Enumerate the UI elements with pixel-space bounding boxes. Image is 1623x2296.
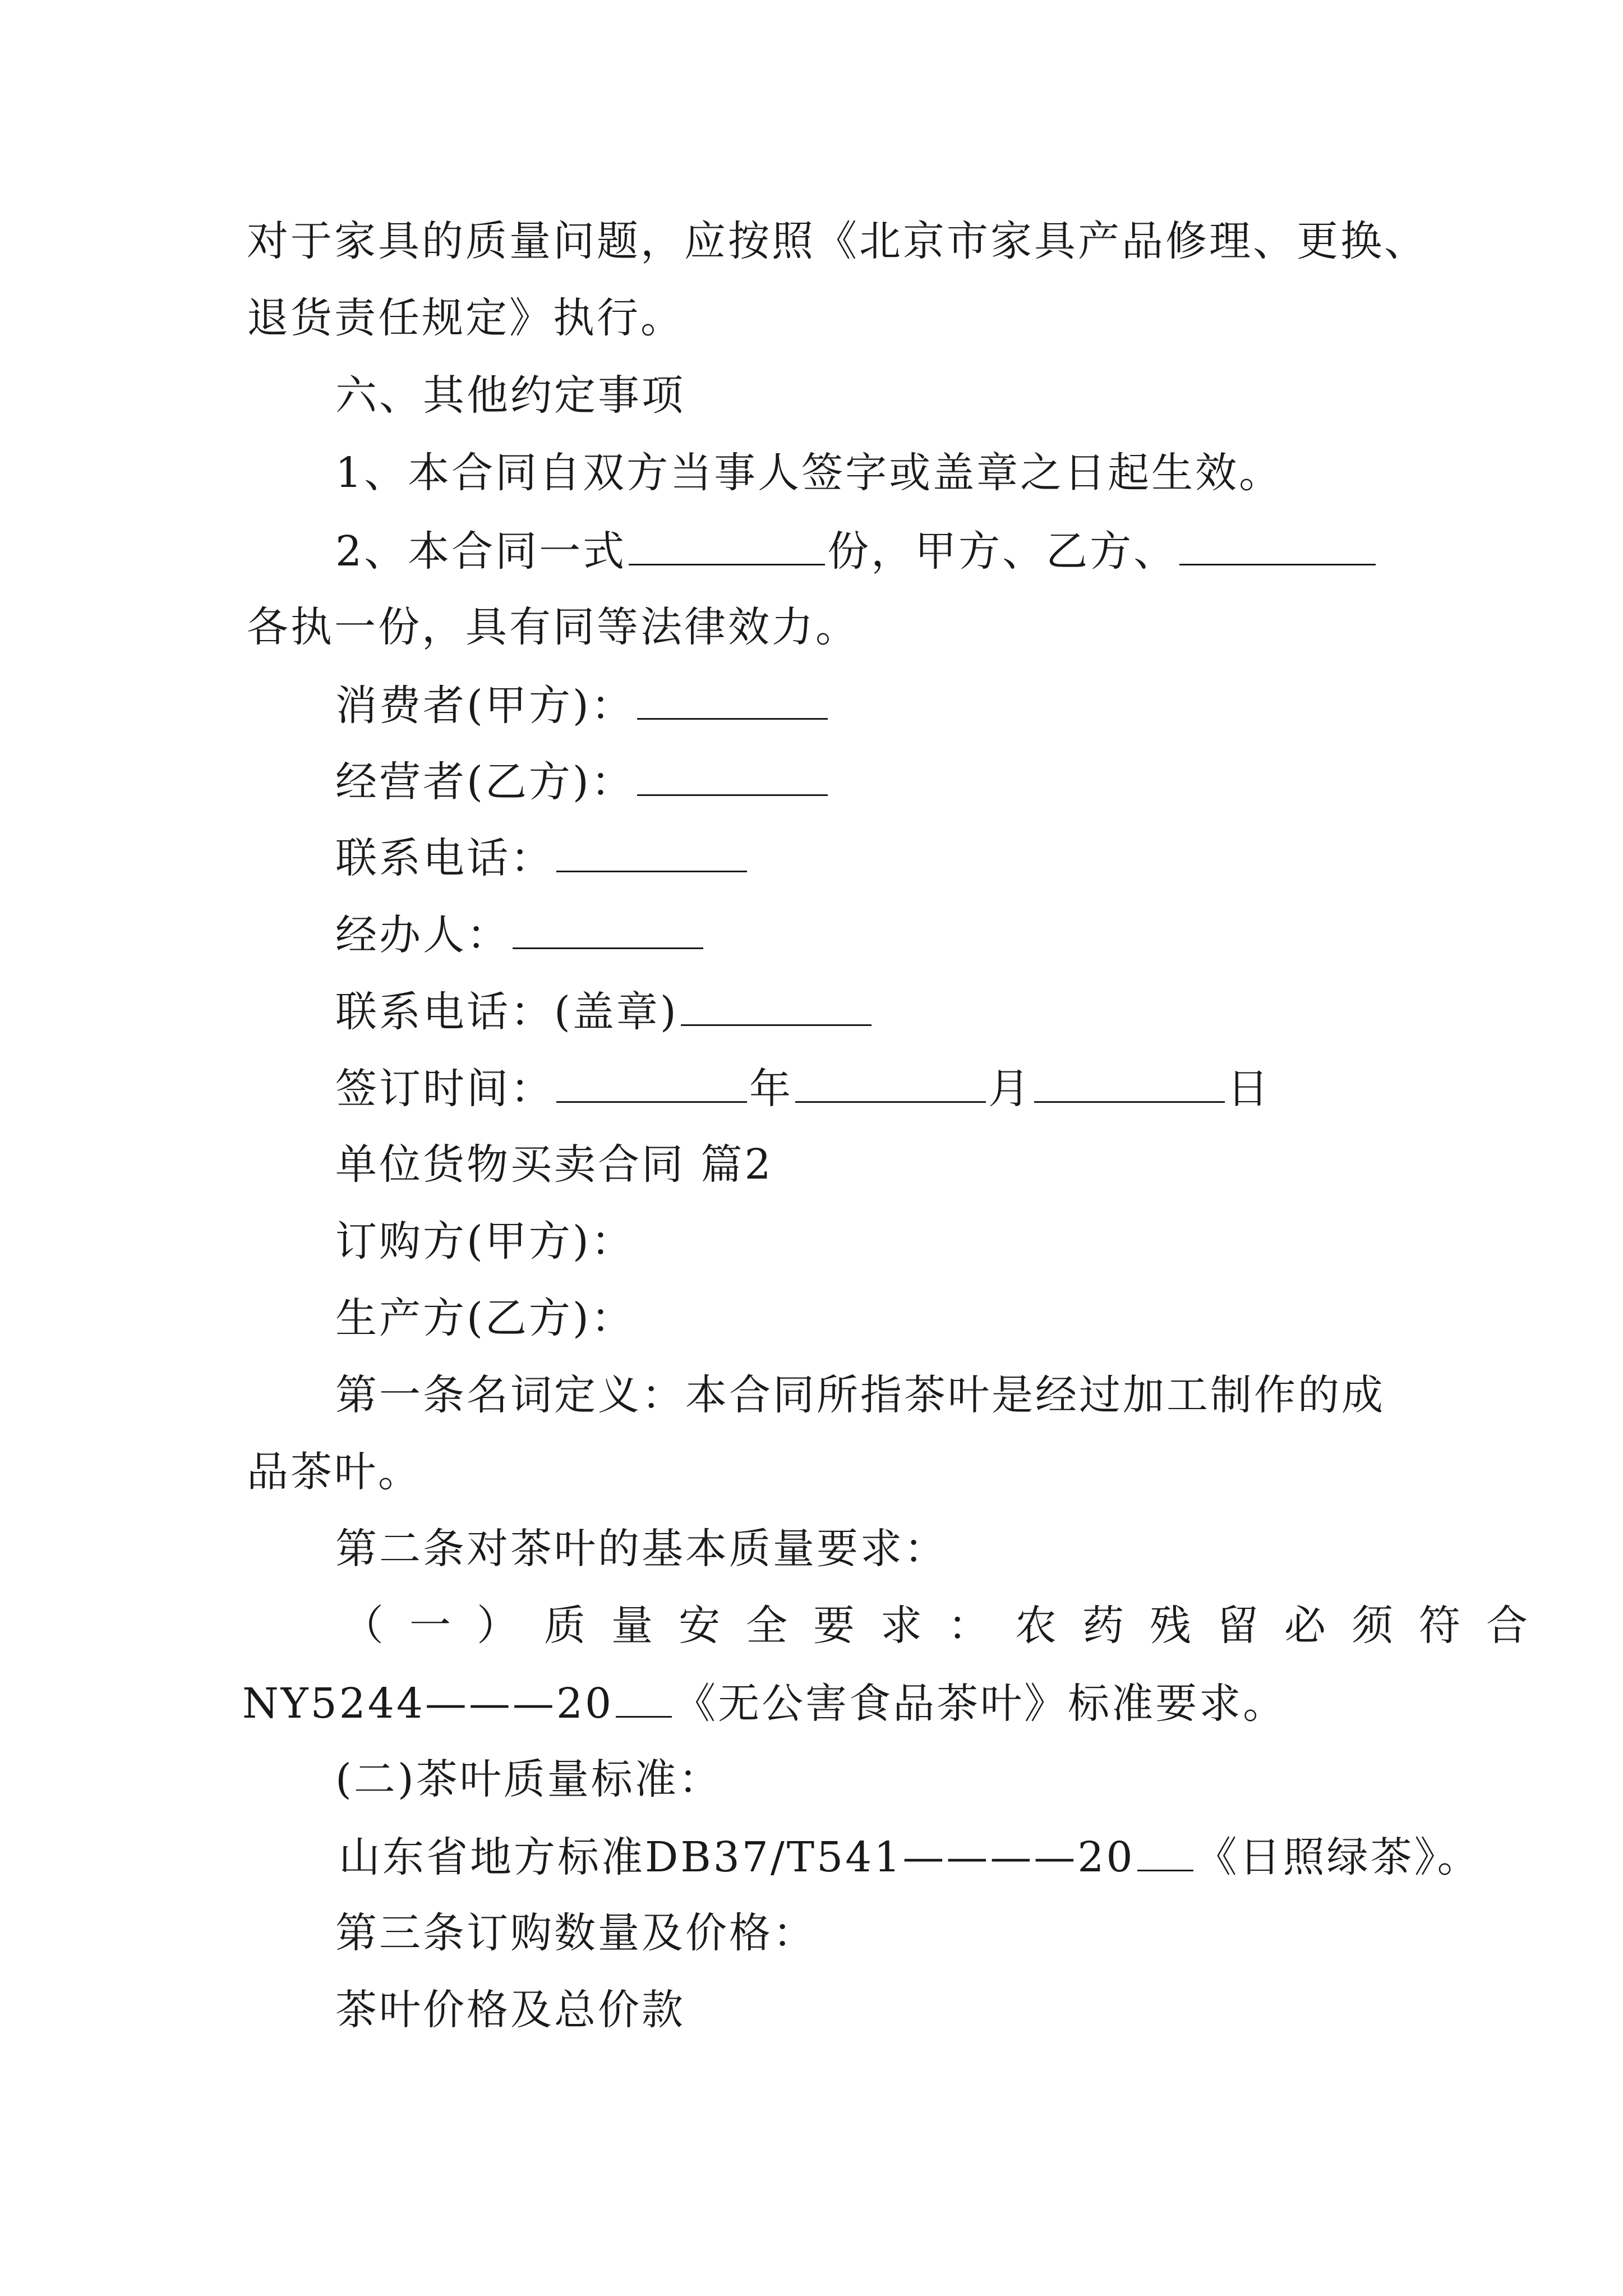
text-span: 月 bbox=[988, 1065, 1032, 1113]
text-span: 《无公害食品茶叶》标准要求。 bbox=[674, 1680, 1287, 1728]
text-span: 六、其他约定事项 bbox=[335, 371, 685, 420]
text-span: 签订时间： bbox=[335, 1065, 554, 1113]
blank-field[interactable] bbox=[637, 753, 828, 796]
text-span: 联系电话：(盖章) bbox=[335, 988, 679, 1036]
paragraph-line bbox=[335, 1982, 685, 2038]
blank-field[interactable] bbox=[629, 522, 825, 565]
paragraph-line bbox=[335, 1213, 635, 1269]
blank-field[interactable] bbox=[616, 1674, 672, 1718]
blank-field[interactable] bbox=[1137, 1828, 1193, 1871]
paragraph-line bbox=[335, 1905, 817, 1961]
text-span: 经营者(乙方)： bbox=[335, 758, 635, 806]
text-span: 1、本合同自双方当事人签字或盖章之日起生效。 bbox=[335, 449, 1283, 497]
blank-field[interactable] bbox=[556, 1060, 747, 1103]
text-span: 订购方(甲方)： bbox=[335, 1217, 635, 1266]
text-span: 第二条对茶叶的基本质量要求： bbox=[335, 1525, 948, 1573]
signature-line bbox=[335, 677, 830, 734]
blank-field[interactable] bbox=[556, 829, 747, 872]
text-span: 退货责任规定》执行。 bbox=[247, 294, 684, 342]
text-span: 消费者(甲方)： bbox=[335, 682, 635, 730]
text-span: NY5244———20 bbox=[242, 1680, 614, 1728]
blank-field[interactable] bbox=[1034, 1060, 1225, 1103]
section-heading bbox=[335, 1137, 773, 1193]
paragraph-line bbox=[335, 522, 1378, 579]
text-span: 经办人： bbox=[335, 911, 510, 959]
section-heading bbox=[335, 367, 685, 424]
paragraph-line bbox=[242, 1674, 1287, 1732]
paragraph-line bbox=[335, 1751, 722, 1807]
paragraph-line bbox=[335, 445, 1283, 501]
text-span: 品茶叶。 bbox=[247, 1448, 422, 1496]
signing-date-line bbox=[335, 1060, 1271, 1117]
signature-line bbox=[335, 983, 874, 1040]
text-span: 日 bbox=[1227, 1065, 1271, 1113]
text-span: 对于家具的质量问题，应按照《北京市家具产品修理、更换、 bbox=[247, 217, 1428, 265]
signature-line bbox=[335, 829, 749, 886]
text-span: 各执一份，具有同等法律效力。 bbox=[247, 603, 859, 651]
text-span: 单位货物买卖合同 篇2 bbox=[335, 1140, 773, 1189]
paragraph-line bbox=[335, 1521, 948, 1577]
text-span: 联系电话： bbox=[335, 834, 554, 882]
paragraph-line bbox=[247, 290, 684, 346]
text-span: 《日照绿茶》。 bbox=[1195, 1833, 1481, 1881]
text-span: 第一条名词定义：本合同所指茶叶是经过加工制作的成 bbox=[335, 1371, 1385, 1419]
blank-field[interactable] bbox=[637, 677, 828, 720]
paragraph-line bbox=[247, 213, 1428, 269]
text-span: (二)茶叶质量标准： bbox=[335, 1755, 722, 1803]
text-span: （一）质量安全要求：农药残留必须符合 bbox=[342, 1602, 1553, 1650]
signature-line bbox=[335, 753, 830, 810]
blank-field[interactable] bbox=[1179, 522, 1376, 565]
paragraph-line bbox=[339, 1828, 1481, 1885]
paragraph-line bbox=[247, 1444, 422, 1500]
text-span: 山东省地方标准DB37/T541————20 bbox=[339, 1833, 1135, 1881]
paragraph-line bbox=[335, 1290, 635, 1346]
text-span: 茶叶价格及总价款 bbox=[335, 1986, 685, 2034]
paragraph-line bbox=[247, 599, 859, 655]
text-span: 份，甲方、乙方、 bbox=[827, 527, 1178, 576]
text-span: 年 bbox=[749, 1065, 793, 1113]
text-span: 2、本合同一式 bbox=[335, 527, 627, 576]
text-span: 生产方(乙方)： bbox=[335, 1294, 635, 1342]
blank-field[interactable] bbox=[681, 983, 872, 1026]
text-span: 第三条订购数量及价格： bbox=[335, 1909, 817, 1957]
blank-field[interactable] bbox=[513, 906, 703, 949]
paragraph-line bbox=[342, 1598, 1553, 1654]
blank-field[interactable] bbox=[795, 1060, 986, 1103]
paragraph-line bbox=[335, 1367, 1385, 1423]
signature-line bbox=[335, 906, 706, 963]
